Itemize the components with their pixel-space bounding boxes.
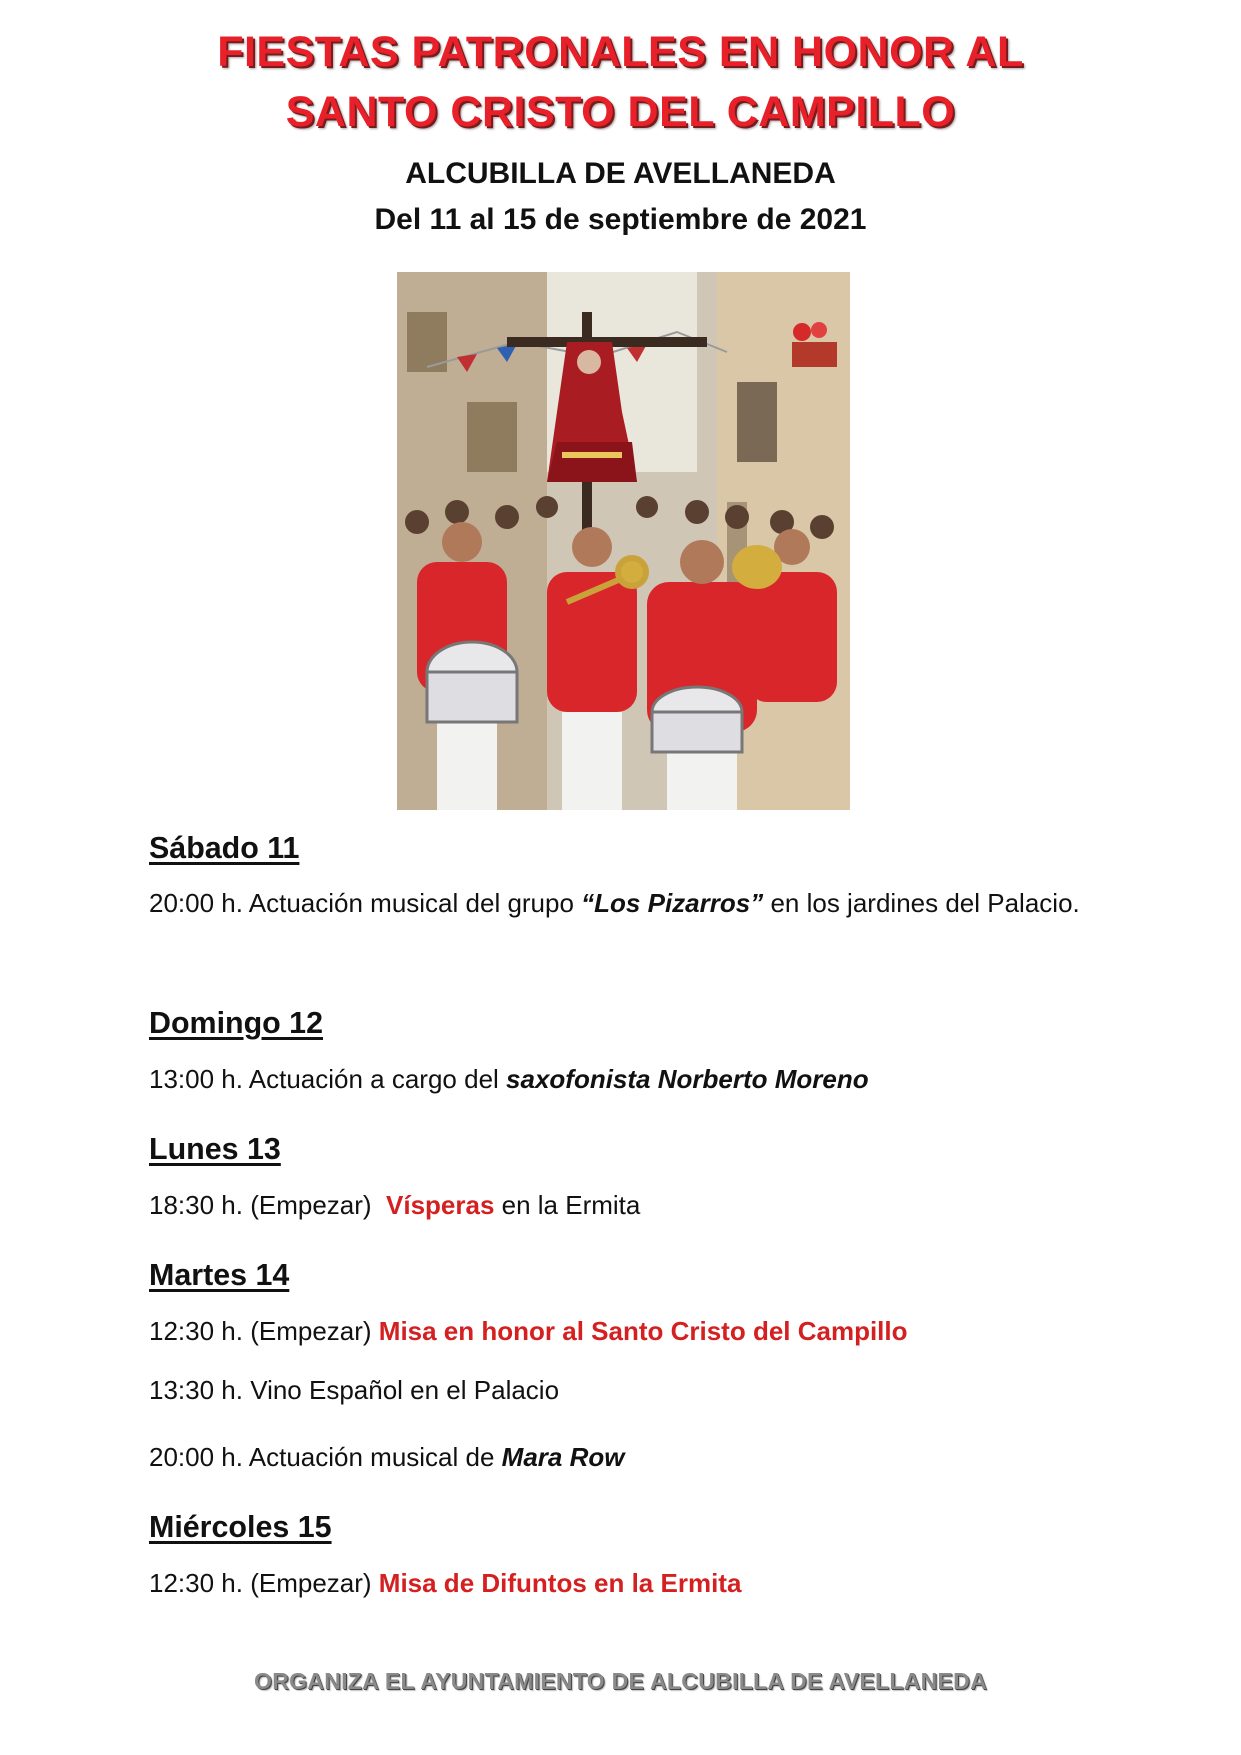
day-heading-miercoles: Miércoles 15: [149, 1510, 332, 1544]
event-lunes-1: [149, 1182, 1089, 1228]
festival-dates: Del 11 al 15 de septiembre de 2021: [374, 203, 867, 236]
event-text: en los jardines del Palacio.: [763, 888, 1080, 918]
event-highlight: Misa de Difuntos en la Ermita: [378, 1568, 742, 1598]
event-text: 13:00 h. Actuación a cargo del: [149, 1064, 507, 1094]
event-text: 20:00 h. Actuación musical de: [149, 1442, 502, 1472]
event-domingo-1: [149, 1056, 1089, 1102]
organizer-footer: ORGANIZA EL AYUNTAMIENTO DE ALCUBILLA DE AVELLANEDA: [254, 1668, 987, 1694]
event-martes-3: [149, 1434, 1089, 1480]
event-miercoles-1: [149, 1560, 1089, 1606]
event-emphasis: saxofonista Norberto Moreno: [506, 1064, 869, 1094]
day-heading-sabado: Sábado 11: [149, 831, 300, 865]
event-martes-2: 13:30 h. Vino Español en el Palacio: [149, 1375, 560, 1405]
event-martes-1: [149, 1308, 1089, 1354]
day-heading-domingo: Domingo 12: [149, 1006, 324, 1040]
procession-illustration: [397, 272, 850, 810]
event-text: 12:30 h. (Empezar): [149, 1568, 379, 1598]
event-text: en la Ermita: [494, 1190, 641, 1220]
event-emphasis: Mara Row: [501, 1442, 625, 1472]
event-text: 12:30 h. (Empezar): [149, 1316, 379, 1346]
event-emphasis: “Los Pizarros”: [581, 888, 764, 918]
title-line-2: SANTO CRISTO DEL CAMPILLO: [285, 88, 956, 136]
town-name: ALCUBILLA DE AVELLANEDA: [405, 157, 836, 190]
event-text: 20:00 h. Actuación musical del grupo: [149, 888, 582, 918]
title-line-1: FIESTAS PATRONALES EN HONOR AL: [217, 28, 1024, 76]
day-heading-martes: Martes 14: [149, 1258, 290, 1292]
procession-photo: [397, 272, 850, 810]
day-heading-lunes: Lunes 13: [149, 1132, 281, 1166]
event-text: 18:30 h. (Empezar): [149, 1190, 386, 1220]
event-highlight: Misa en honor al Santo Cristo del Campillo: [378, 1316, 908, 1346]
event-highlight: Vísperas: [386, 1190, 495, 1220]
event-sabado-1: [149, 880, 1089, 926]
